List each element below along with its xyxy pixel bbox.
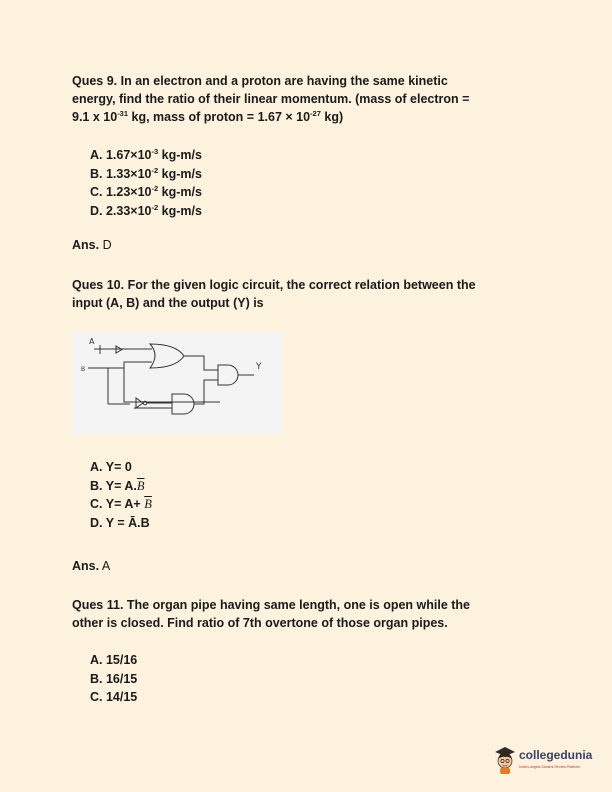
- question-10-options: [90, 458, 152, 532]
- question-10-line2: input (A, B) and the output (Y) is: [72, 296, 264, 310]
- label-y: Y: [256, 362, 262, 372]
- option-d: D. Y = Ā.B: [90, 515, 150, 530]
- question-10-line1: Ques 10. For the given logic circuit, the correct relation between the: [72, 278, 476, 292]
- option-a: A. 15/16: [90, 653, 138, 667]
- label-a: A: [89, 337, 95, 346]
- answer-value: A: [101, 559, 111, 573]
- logic-circuit-diagram: [72, 332, 282, 434]
- option-a: A. Y= 0: [90, 460, 132, 474]
- circuit-background: [72, 332, 282, 434]
- question-9-line3: 9.1 x $10^{-31}$ kg, mass of proton = $1.67 \times 10^{-27}$ kg): [72, 109, 344, 124]
- option-b: B. $Y= A.\overline{B}$: [90, 478, 145, 493]
- logo-tagline: India's largest Student Review Platform: [519, 765, 580, 769]
- option-c: C. $Y= A+ \overline{B}$: [90, 497, 152, 511]
- question-11-line1: Ques 11. The organ pipe having same length, one is open while the: [72, 598, 470, 612]
- collegedunia-logo: [492, 743, 592, 777]
- question-11-text: [72, 596, 542, 632]
- question-10-answer: Ans. A: [72, 559, 111, 573]
- answer-value: D: [102, 238, 112, 252]
- option-d: D. $2.33\times 10^{-2}$ kg-m/s: [90, 202, 202, 218]
- question-10-text: [72, 276, 542, 312]
- mascot-icon: [492, 743, 518, 775]
- label-b: B: [81, 366, 86, 373]
- question-9-answer: Ans. D: [72, 238, 112, 252]
- logo-name: collegedunia: [519, 748, 593, 762]
- option-c: C. 14/15: [90, 690, 138, 704]
- option-b: B. $1.33\times 10^{-2}$ kg-m/s: [90, 165, 202, 181]
- question-9-line2: energy, find the ratio of their linear momentum. (mass of electron =: [72, 92, 470, 106]
- option-b: B. 16/15: [90, 671, 138, 686]
- question-11-options: [90, 651, 137, 707]
- option-a: A. $1.67\times 10^{-3}$ kg-m/s: [90, 147, 202, 162]
- question-9-line1: Ques 9. In an electron and a proton are having the same kinetic: [72, 74, 448, 88]
- option-c: C. $1.23\times 10^{-2}$ kg-m/s: [90, 184, 202, 199]
- question-9-text: [72, 72, 542, 126]
- question-11-line2: other is closed. Find ratio of 7th overtone of those organ pipes.: [72, 616, 448, 630]
- question-9-options: [90, 146, 202, 220]
